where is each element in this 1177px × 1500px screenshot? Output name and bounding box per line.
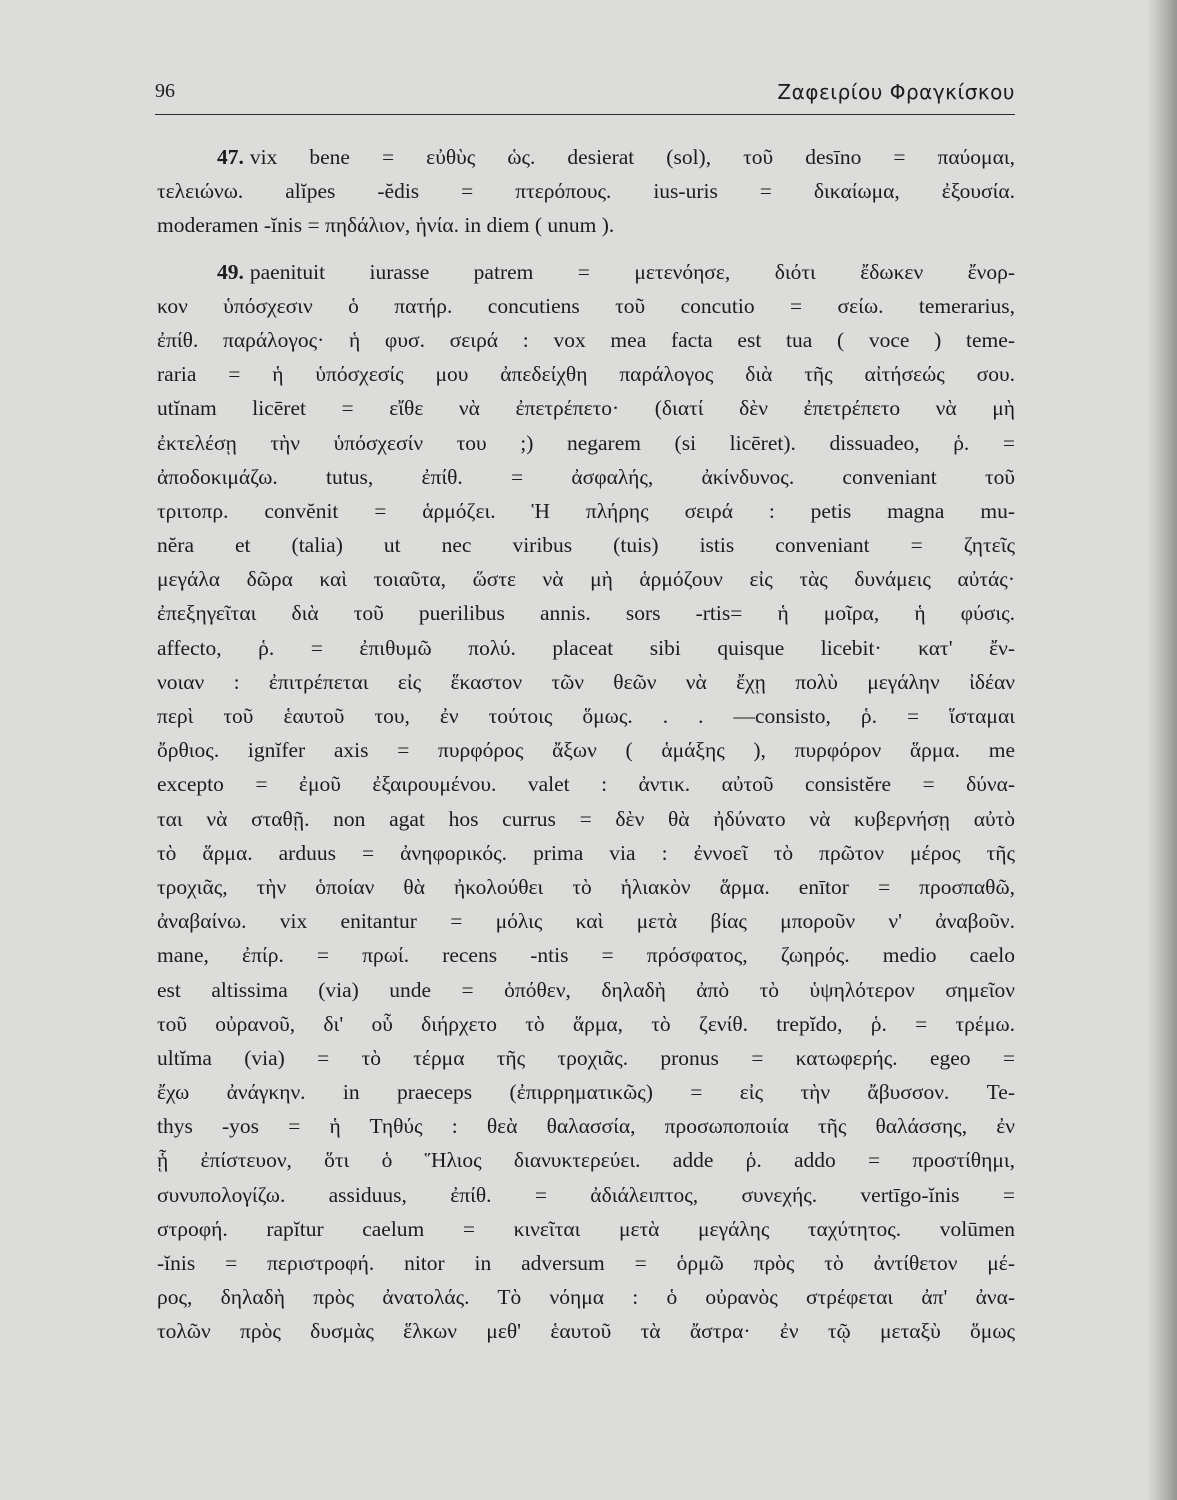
text-line: ἐπίθ. παράλογος· ἡ φυσ. σειρά : vox mea facta est tua ( voce ) teme- bbox=[157, 327, 1015, 352]
text-line: nĕra et (talia) ut nec viribus (tuis) istis conveniant = ζητεῖς bbox=[157, 533, 1015, 558]
text-line: utĭnam licēret = εἴθε νὰ ἐπετρέπετο· (διατί δὲν ἐπετρέπετο νὰ μὴ bbox=[157, 396, 1015, 421]
text-line: 47. vix bene = εὐθὺς ὡς. desierat (sol), τοῦ desīno = παύομαι, bbox=[217, 145, 1015, 169]
text-line: raria = ἡ ὑπόσχεσίς μου ἀπεδείχθη παράλογος διὰ τῆς αἰτήσεώς σου. bbox=[157, 362, 1015, 387]
paragraph-number: 47. bbox=[217, 145, 244, 169]
text-line: est altissima (via) unde = ὁπόθεν, δηλαδὴ ἀπὸ τὸ ὑψηλότερον σημεῖον bbox=[157, 977, 1015, 1002]
text-line: ἐπεξηγεῖται διὰ τοῦ puerilibus annis. sors -rtis= ἡ μοῖρα, ἡ φύσις. bbox=[157, 601, 1015, 626]
text-line: τριτοπρ. convĕnit = ἁρμόζει. Ἡ πλήρης σειρά : petis magna mu- bbox=[157, 498, 1015, 523]
text-line: -ĭnis = περιστροφή. nitor in adversum = ὁρμῶ πρὸς τὸ ἀντίθετον μέ- bbox=[157, 1251, 1015, 1275]
text-line: ἀποδοκιμάζω. tutus, ἐπίθ. = ἀσφαλής, ἀκίνδυνος. conveniant τοῦ bbox=[157, 464, 1015, 489]
text-line: ρος, δηλαδὴ πρὸς ἀνατολάς. Τὸ νόημα : ὁ οὐρανὸς στρέφεται ἀπ' ἀνα- bbox=[157, 1285, 1015, 1310]
text-line: περὶ τοῦ ἑαυτοῦ του, ἐν τούτοις ὅμως. . . —consisto, ῥ. = ἵσταμαι bbox=[157, 704, 1015, 728]
body-text bbox=[157, 140, 1015, 1349]
text-line: ὄρθιος. ignĭfer axis = πυρφόρος ἄξων ( ἁμάξης ), πυρφόρον ἅρμα. me bbox=[157, 738, 1015, 763]
text-line: ἔχω ἀνάγκην. in praeceps (ἐπιρρηματικῶς) = εἰς τὴν ἄβυσσον. Te- bbox=[157, 1080, 1015, 1105]
text-line: μεγάλα δῶρα καὶ τοιαῦτα, ὥστε νὰ μὴ ἁρμόζουν εἰς τὰς δυνάμεις αὐτάς· bbox=[157, 567, 1015, 592]
text-line: ἀναβαίνω. vix enitantur = μόλις καὶ μετὰ βίας μποροῦν ν' ἀναβοῦν. bbox=[157, 909, 1015, 934]
text-line: ἐκτελέσῃ τὴν ὑπόσχεσίν του ;) negarem (si licēret). dissuadeo, ῥ. = bbox=[157, 430, 1015, 455]
text-line: κον ὑπόσχεσιν ὁ πατήρ. concutiens τοῦ concutio = σείω. temerarius, bbox=[157, 293, 1015, 318]
text-line: ultĭma (via) = τὸ τέρμα τῆς τροχιᾶς. pronus = κατωφερής. egeo = bbox=[157, 1045, 1015, 1070]
text-line: νοιαν : ἐπιτρέπεται εἰς ἕκαστον τῶν θεῶν νὰ ἔχῃ πολὺ μεγάλην ἰδέαν bbox=[157, 669, 1015, 694]
text-line: τολῶν πρὸς δυσμὰς ἕλκων μεθ' ἑαυτοῦ τὰ ἄστρα· ἐν τῷ μεταξὺ ὅμως bbox=[157, 1319, 1015, 1344]
text-line: excepto = ἐμοῦ ἐξαιρουμένου. valet : ἀντικ. αὐτοῦ consistĕre = δύνα- bbox=[157, 772, 1015, 797]
page-number: 96 bbox=[155, 80, 175, 102]
page-header bbox=[155, 78, 1015, 115]
text-line: ται νὰ σταθῇ. non agat hos currus = δὲν θὰ ἠδύνατο νὰ κυβερνήσῃ αὐτὸ bbox=[157, 806, 1015, 831]
binding-shadow bbox=[1147, 0, 1177, 1500]
text-line: thys -yos = ἡ Τηθύς : θεὰ θαλασσία, προσωποποιία τῆς θαλάσσης, ἐν bbox=[157, 1114, 1015, 1139]
text-line: mane, ἐπίρ. = πρωί. recens -ntis = πρόσφατος, ζωηρός. medio caelo bbox=[157, 943, 1015, 968]
text-line: συνυπολογίζω. assiduus, ἐπίθ. = ἀδιάλειπτος, συνεχής. vertīgo-ĭnis = bbox=[157, 1182, 1015, 1207]
text-line: στροφή. rapĭtur caelum = κινεῖται μετὰ μεγάλης ταχύτητος. volūmen bbox=[157, 1216, 1015, 1241]
text-line: τελειώνω. alĭpes -ĕdis = πτερόπους. ius-uris = δικαίωμα, ἐξουσία. bbox=[157, 179, 1015, 204]
text-line: 49. paenituit iurasse patrem = μετενόησε, διότι ἔδωκεν ἔνορ- bbox=[217, 259, 1015, 284]
running-head: Ζαφειρίου Φραγκίσκου bbox=[777, 80, 1015, 104]
paragraph-gap bbox=[157, 243, 1015, 255]
paragraph-number: 49. bbox=[217, 259, 244, 284]
text-line: τροχιᾶς, τὴν ὁποίαν θὰ ἠκολούθει τὸ ἡλιακὸν ἅρμα. enītor = προσπαθῶ, bbox=[157, 874, 1015, 899]
text-line: τὸ ἅρμα. arduus = ἀνηφορικός. prima via : ἐννοεῖ τὸ πρῶτον μέρος τῆς bbox=[157, 840, 1015, 865]
text-line: τοῦ οὐρανοῦ, δι' οὗ διήρχετο τὸ ἅρμα, τὸ ζενίθ. trepĭdo, ῥ. = τρέμω. bbox=[157, 1011, 1015, 1036]
text-line: ᾗ ἐπίστευον, ὅτι ὁ Ἥλιος διανυκτερεύει. adde ῥ. addo = προστίθημι, bbox=[157, 1148, 1015, 1173]
text-line: moderamen -ĭnis = πηδάλιον, ἡνία. in diem ( unum ). bbox=[157, 213, 615, 238]
text-line: affecto, ῥ. = ἐπιθυμῶ πολύ. placeat sibi quisque licebit· κατ' ἔν- bbox=[157, 635, 1015, 660]
